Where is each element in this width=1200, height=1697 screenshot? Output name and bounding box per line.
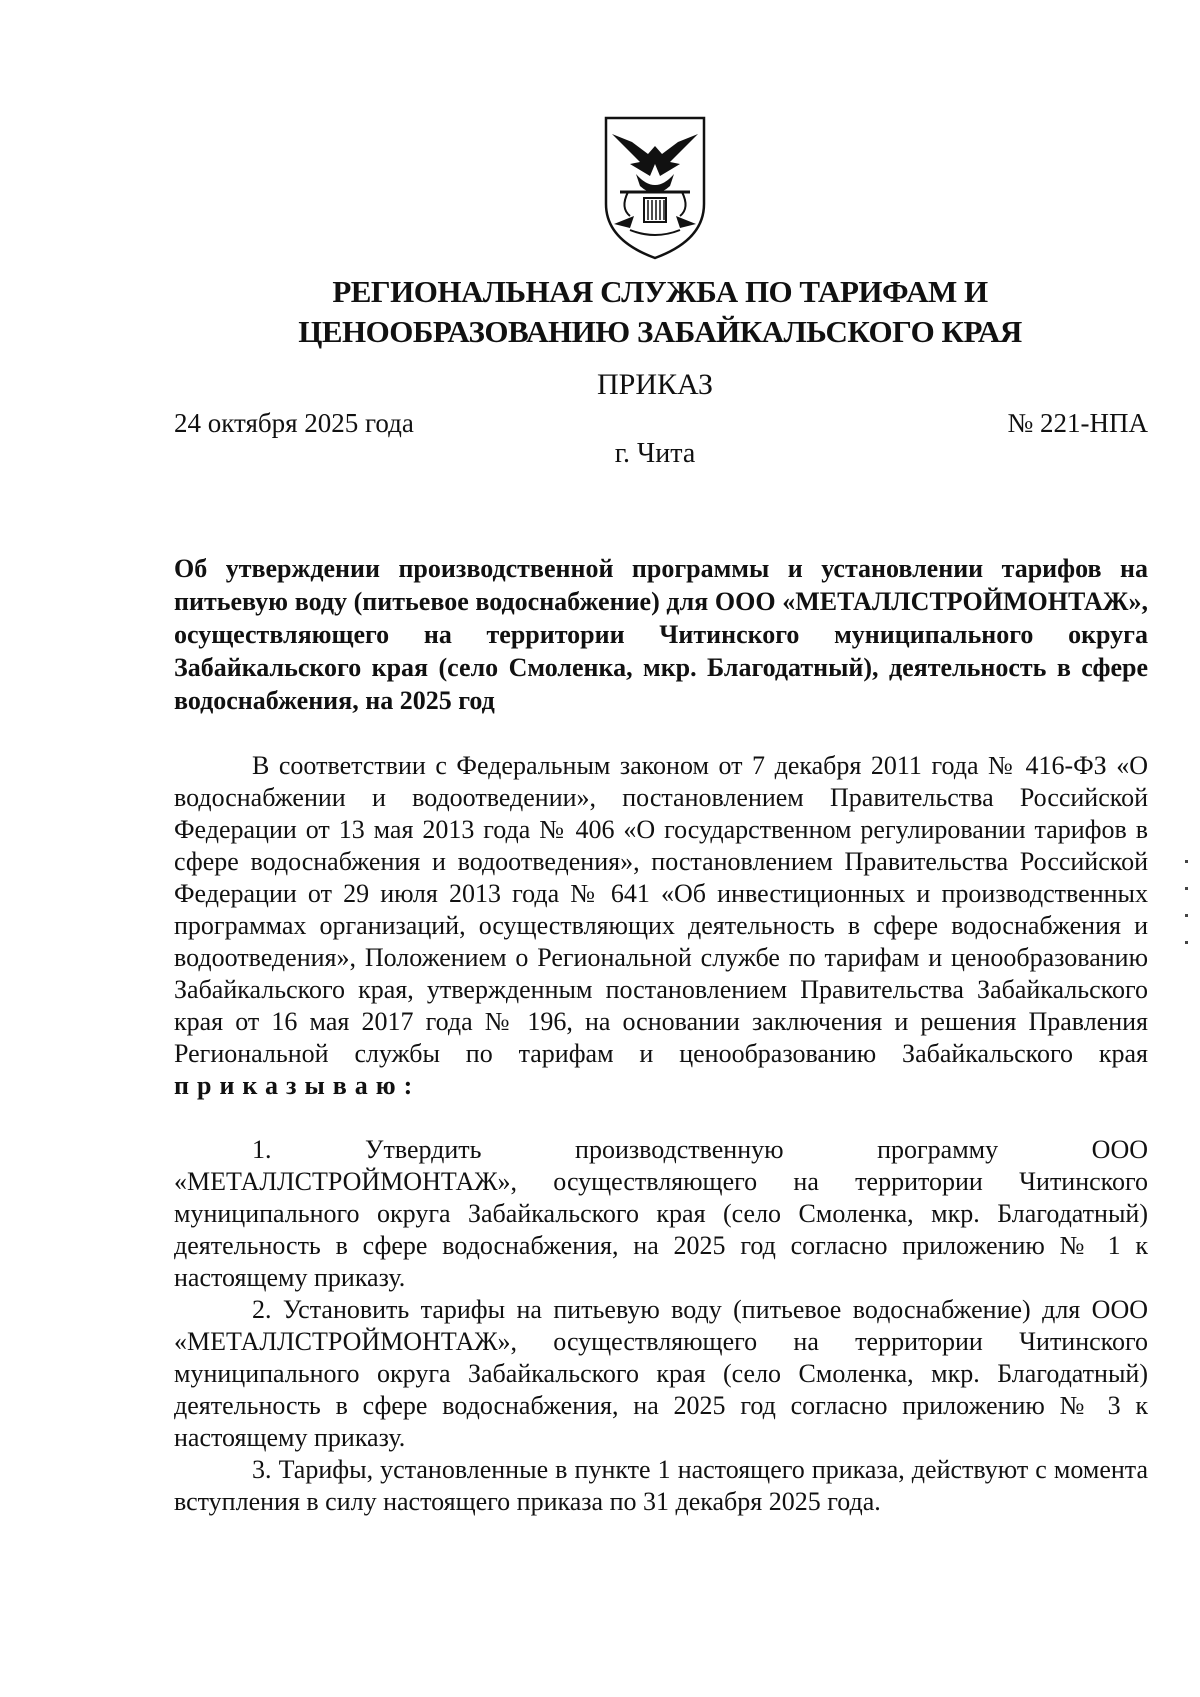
order-city: г. Чита (614, 438, 696, 469)
scan-margin-marks (1185, 860, 1191, 970)
agency-name-line-1: РЕГИОНАЛЬНАЯ СЛУЖБА ПО ТАРИФАМ И (332, 274, 988, 309)
order-date: 24 октября 2025 года (174, 408, 414, 438)
command-word: приказываю: (174, 1071, 421, 1100)
order-title: Об утверждении производственной программы и установлении тарифов на питьевую воду (питьевое водоснабжение) для ООО «МЕТАЛЛСТРОЙМОНТАЖ», осуществляющего на территории Читинского муниципального округа Забайкальского края (село Смоленка, мкр. Благодатный), деятельность в сфере водоснабжения, на 2025 год (174, 554, 1148, 715)
item-3: 3. Тарифы, установленные в пункте 1 настоящего приказа, действуют с момента вступления в силу настоящего приказа по 31 декабря 2025 года. (174, 1455, 1148, 1516)
order-number: № 221-НПА (1007, 408, 1148, 438)
item-2: 2. Установить тарифы на питьевую воду (питьевое водоснабжение) для ООО «МЕТАЛЛСТРОЙМОНТАЖ», осуществляющего на территории Читинского муниципального округа Забайкальского края (село Смоленка, мкр. Благодатный) деятельность в сфере водоснабжения, на 2025 год согласно приложению № 3 к настоящему приказу. (174, 1295, 1148, 1452)
document-type: ПРИКАЗ (597, 368, 713, 401)
agency-name-line-2: ЦЕНООБРАЗОВАНИЮ ЗАБАЙКАЛЬСКОГО КРАЯ (298, 314, 1022, 349)
preamble-text: В соответствии с Федеральным законом от 7 декабря 2011 года № 416-ФЗ «О водоснабжении и водоотведении», постановлением Правительства Российской Федерации от 13 мая 2013 года № 406 «О государственном регулировании тарифов в сфере водоснабжения и водоотведения», постановлением Правительства Российской Федерации от 29 июля 2013 года № 641 «Об инвестиционных и производственных программах организаций, осуществляющих деятельность в сфере водоснабжения и водоотведения», Положением о Региональной службе по тарифам и ценообразованию Забайкальского края, утвержденным постановлением Правительства Забайкальского края от 16 мая 2017 года № 196, на основании заключения и решения Правления Региональной службы по тарифам и ценообразованию Забайкальского края (174, 751, 1148, 1068)
preamble-paragraph (174, 750, 1148, 1102)
coat-of-arms-icon (600, 112, 710, 262)
order-body (174, 750, 1148, 1518)
item-1: 1. Утвердить производственную программу ООО «МЕТАЛЛСТРОЙМОНТАЖ», осуществляющего на территории Читинского муниципального округа Забайкальского края (село Смоленка, мкр. Благодатный) деятельность в сфере водоснабжения, на 2025 год согласно приложению № 1 к настоящему приказу. (174, 1135, 1148, 1292)
agency-name (160, 272, 1160, 352)
